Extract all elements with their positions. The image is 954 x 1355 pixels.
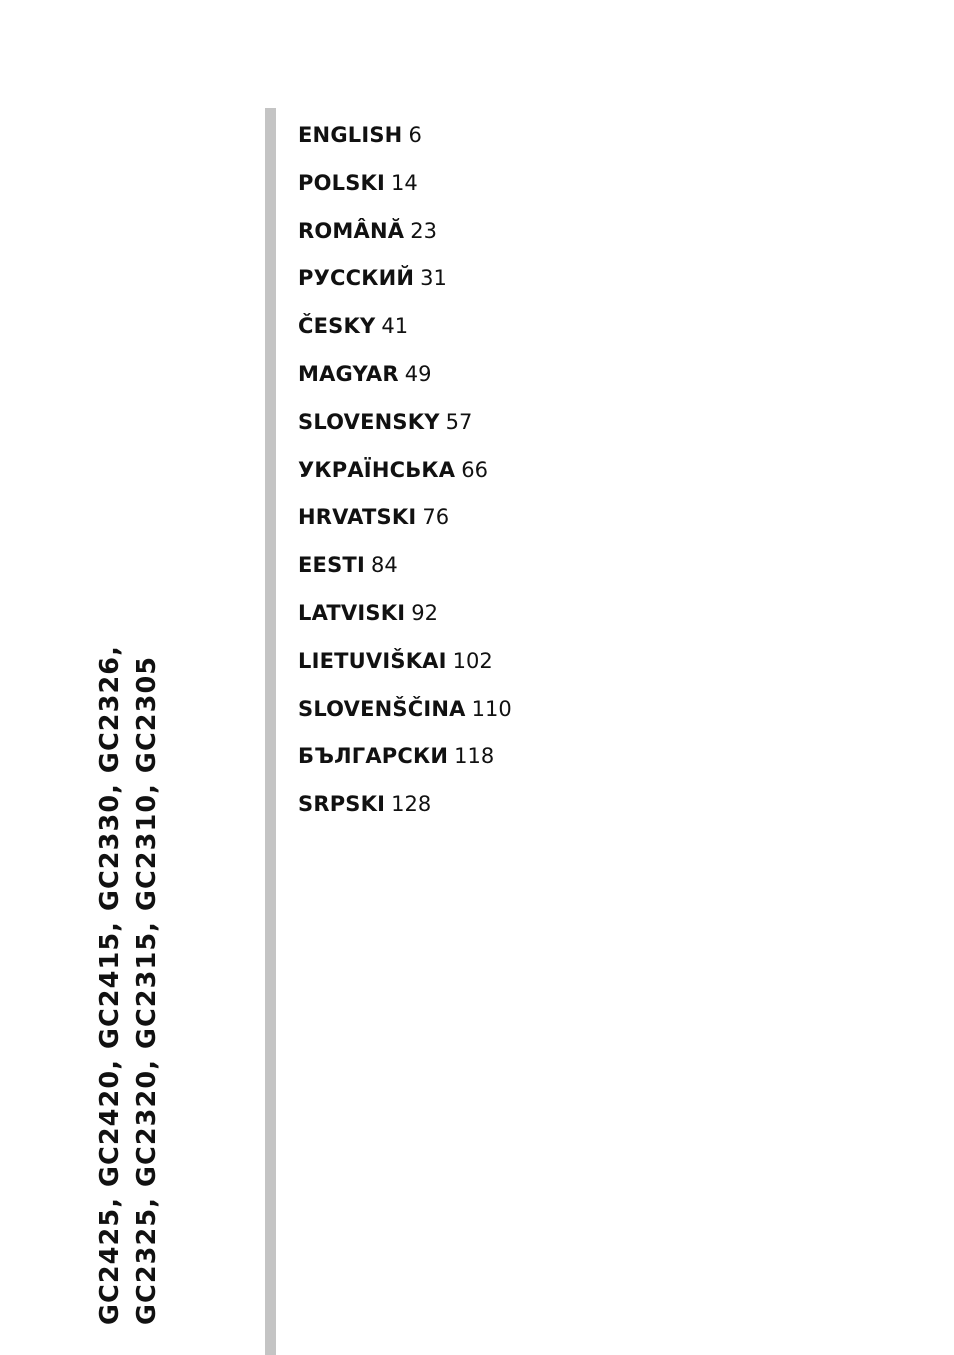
toc-entry-polski[interactable] — [298, 166, 512, 214]
toc-entry-latviski[interactable] — [298, 596, 512, 644]
toc-entry-lietuviskai[interactable] — [298, 644, 512, 692]
toc-entry-hrvatski[interactable] — [298, 500, 512, 548]
toc-language: РУССКИЙ — [298, 266, 415, 291]
toc-language: EESTI — [298, 553, 365, 578]
toc-page-number: 110 — [471, 696, 512, 721]
language-table-of-contents — [298, 118, 512, 835]
model-numbers-line-2: GC2325, GC2320, GC2315, GC2310, GC2305 — [132, 655, 162, 1325]
toc-page-number: 102 — [452, 648, 493, 673]
toc-page-number: 31 — [420, 266, 447, 291]
toc-page-number: 41 — [381, 314, 409, 339]
toc-language: LATVISKI — [298, 600, 406, 625]
toc-language: POLSKI — [298, 170, 386, 195]
toc-entry-romana[interactable] — [298, 214, 512, 262]
model-numbers-vertical — [92, 645, 166, 1325]
toc-page-number: 118 — [454, 744, 495, 769]
toc-entry-balgarski[interactable] — [298, 739, 512, 787]
toc-entry-russkiy[interactable] — [298, 261, 512, 309]
toc-entry-slovensky[interactable] — [298, 405, 512, 453]
toc-language: ROMÂNĂ — [298, 218, 405, 243]
toc-entry-english[interactable] — [298, 118, 512, 166]
model-numbers-line-1: GC2425, GC2420, GC2415, GC2330, GC2326, — [95, 645, 125, 1325]
toc-page-number: 84 — [370, 553, 398, 578]
toc-entry-ukrainska[interactable] — [298, 453, 512, 501]
toc-entry-slovenscina[interactable] — [298, 692, 512, 740]
toc-entry-cesky[interactable] — [298, 309, 512, 357]
toc-page-number: 14 — [391, 170, 418, 195]
toc-language: SLOVENŠČINA — [298, 696, 466, 721]
toc-language: УКРАЇНСЬКА — [298, 457, 456, 482]
toc-page-number: 76 — [422, 505, 450, 530]
toc-language: SRPSKI — [298, 792, 386, 817]
toc-language: LIETUVIŠKAI — [298, 648, 447, 673]
toc-page-number: 6 — [408, 123, 422, 147]
toc-entry-magyar[interactable] — [298, 357, 512, 405]
toc-page-number: 23 — [410, 218, 437, 243]
toc-language: MAGYAR — [298, 361, 399, 386]
toc-language: ENGLISH — [298, 123, 403, 147]
toc-language: БЪЛГАРСКИ — [298, 744, 449, 769]
toc-language: HRVATSKI — [298, 505, 417, 530]
toc-language: ČESKY — [298, 314, 376, 339]
toc-language: SLOVENSKY — [298, 409, 440, 434]
toc-page-number: 66 — [461, 457, 488, 482]
toc-entry-eesti[interactable] — [298, 548, 512, 596]
toc-entry-srpski[interactable] — [298, 787, 512, 835]
vertical-divider-bar — [265, 108, 276, 1355]
toc-page-number: 49 — [404, 361, 432, 386]
toc-page-number: 92 — [411, 600, 438, 625]
toc-page-number: 128 — [391, 792, 432, 817]
toc-page-number: 57 — [445, 409, 473, 434]
